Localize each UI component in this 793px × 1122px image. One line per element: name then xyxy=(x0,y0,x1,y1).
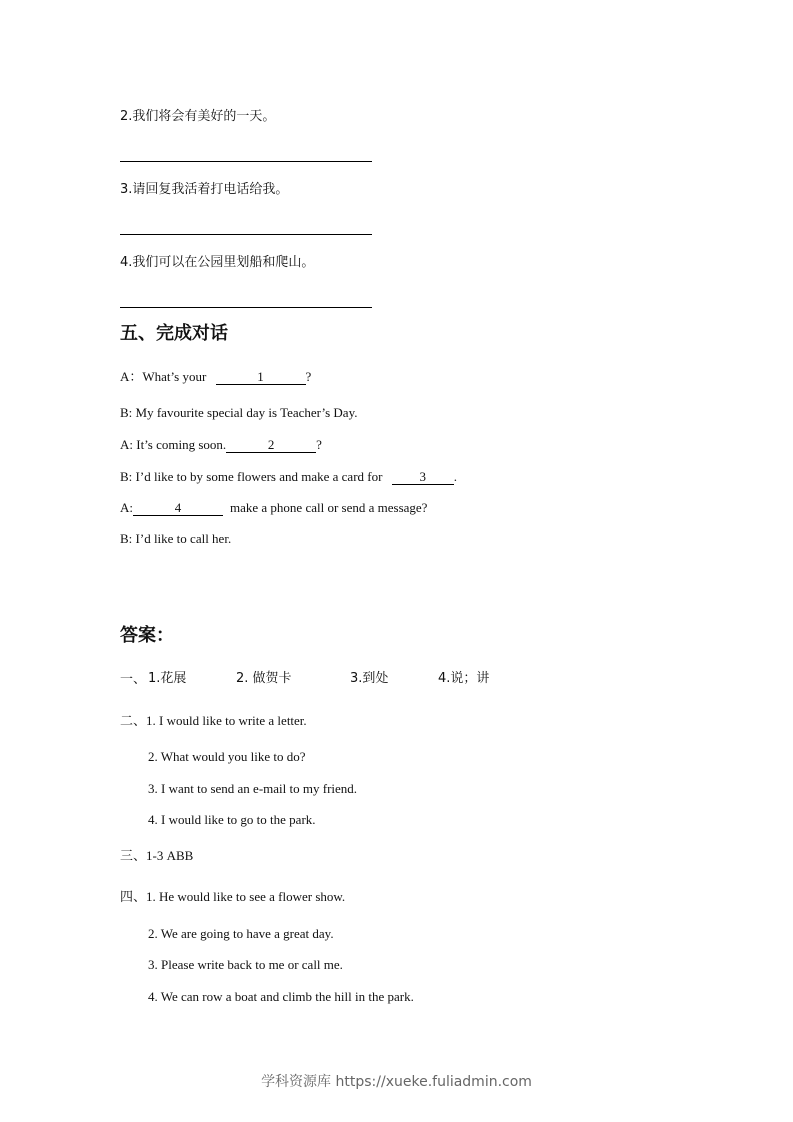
dialogue-text: ? xyxy=(305,369,312,384)
answer-line xyxy=(120,234,372,235)
dialogue-line xyxy=(120,437,322,453)
dialogue-text: A: xyxy=(120,500,133,515)
dialogue-line: B: I’d like to call her. xyxy=(120,531,232,546)
answer-prefix: 三、 xyxy=(120,849,147,864)
dialogue-text: A: It’s coming soon. xyxy=(120,437,227,452)
answers-heading: 答案： xyxy=(120,625,174,646)
fill-blank: 3 xyxy=(392,470,454,485)
answer-item: 2. 做贺卡 xyxy=(236,671,292,686)
section-heading: 五、完成对话 xyxy=(120,323,228,344)
answer-item: 4.说；讲 xyxy=(438,671,490,686)
answer-prefix: 四、 xyxy=(120,890,147,905)
translation-item-3: 3.请回复我活着打电话给我。 xyxy=(120,182,289,197)
dialogue-line xyxy=(120,469,457,485)
translation-item-4: 4.我们可以在公园里划船和爬山。 xyxy=(120,255,315,270)
answer-item: 3. Please write back to me or call me. xyxy=(148,957,343,972)
fill-blank: 4 xyxy=(133,501,223,516)
answer-item: 2. We are going to have a great day. xyxy=(148,926,334,941)
answer-item: 3. I want to send an e-mail to my friend. xyxy=(148,781,358,796)
answer-item: 1. He would like to see a flower show. xyxy=(146,889,346,904)
answer-item: 3.到处 xyxy=(350,671,389,686)
answer-q4 xyxy=(120,889,345,906)
dialogue-line: B: My favourite special day is Teacher’s Day. xyxy=(120,405,358,420)
dialogue-text: ? xyxy=(316,437,322,452)
fill-blank: 1 xyxy=(216,370,306,385)
answer-q3 xyxy=(120,848,193,865)
answer-item: 1.花展 xyxy=(148,671,187,686)
dialogue-text: A：What’s your xyxy=(120,369,210,384)
dialogue-text: make a phone call or send a message? xyxy=(230,500,428,515)
answer-prefix: 一、 xyxy=(120,672,147,687)
answer-item: 1. I would like to write a letter. xyxy=(146,713,307,728)
answer-line xyxy=(120,161,372,162)
dialogue-text: B: I’d like to by some flowers and make a card for xyxy=(120,469,386,484)
answer-item: 1-3 ABB xyxy=(146,848,194,863)
answer-q2 xyxy=(120,713,307,730)
translation-item-2: 2.我们将会有美好的一天。 xyxy=(120,109,276,124)
answer-line xyxy=(120,307,372,308)
dialogue-line xyxy=(120,369,311,385)
dialogue-line xyxy=(120,500,427,516)
answer-item: 2. What would you like to do? xyxy=(148,749,306,764)
dialogue-text: . xyxy=(453,469,457,484)
answer-q1 xyxy=(120,671,146,688)
answer-item: 4. I would like to go to the park. xyxy=(148,812,316,827)
answer-item: 4. We can row a boat and climb the hill in the park. xyxy=(148,989,414,1004)
fill-blank: 2 xyxy=(226,438,316,453)
footer-watermark: 学科资源库 https://xueke.fuliadmin.com xyxy=(261,1074,532,1090)
answer-prefix: 二、 xyxy=(120,714,147,729)
